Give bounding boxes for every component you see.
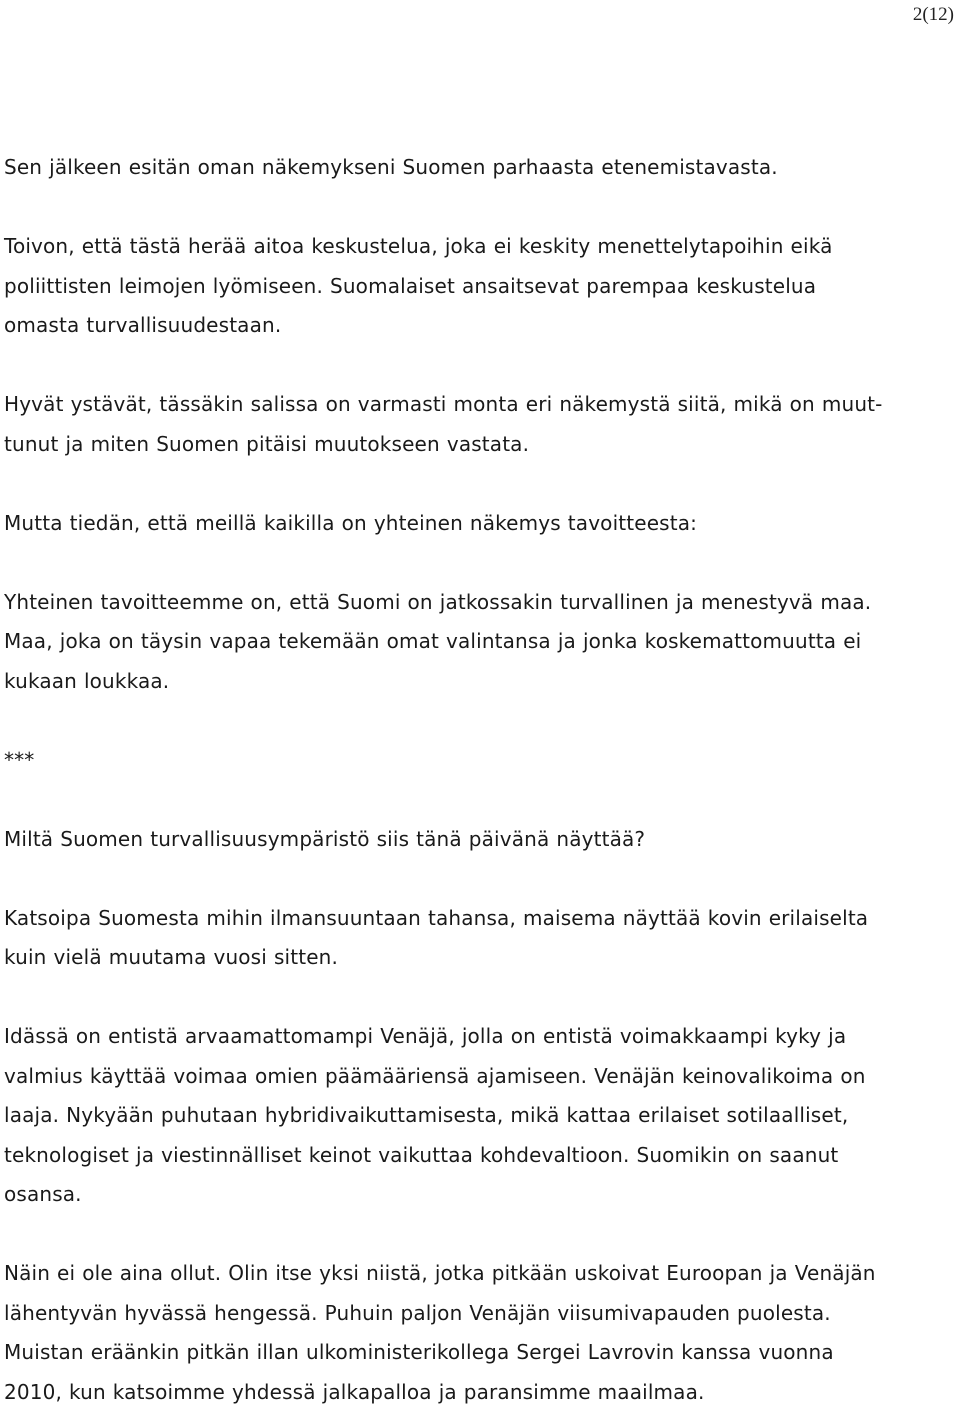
text-line: lähentyvän hyvässä hengessä. Puhuin paljon Venäjän viisumivapauden puolesta. (4, 1294, 956, 1334)
text-line: Toivon, että tästä herää aitoa keskustelua, joka ei keskity menettelytapoihin eikä (4, 227, 956, 267)
text-line: Maa, joka on täysin vapaa tekemään omat valintansa ja jonka koskemattomuutta ei (4, 622, 956, 662)
paragraph (4, 583, 956, 702)
paragraph (4, 385, 956, 464)
paragraph (4, 504, 956, 544)
text-line: Miltä Suomen turvallisuusympäristö siis tänä päivänä näyttää? (4, 820, 956, 860)
text-line: Hyvät ystävät, tässäkin salissa on varmasti monta eri näkemystä siitä, mikä on muut- (4, 385, 956, 425)
text-line: valmius käyttää voimaa omien päämääriensä ajamiseen. Venäjän keinovalikoima on (4, 1057, 956, 1097)
paragraph (4, 227, 956, 346)
text-line: kukaan loukkaa. (4, 662, 956, 702)
text-line: kuin vielä muutama vuosi sitten. (4, 938, 956, 978)
text-line: poliittisten leimojen lyömiseen. Suomalaiset ansaitsevat parempaa keskustelua (4, 267, 956, 307)
text-line: Idässä on entistä arvaamattomampi Venäjä, jolla on entistä voimakkaampi kyky ja (4, 1017, 956, 1057)
paragraph (4, 899, 956, 978)
page-number: 2(12) (913, 4, 954, 26)
text-line: osansa. (4, 1175, 956, 1215)
paragraph (4, 741, 956, 781)
text-line: omasta turvallisuudestaan. (4, 306, 956, 346)
paragraph (4, 1254, 956, 1412)
paragraph (4, 820, 956, 860)
paragraph (4, 148, 956, 188)
text-line: Mutta tiedän, että meillä kaikilla on yhteinen näkemys tavoitteesta: (4, 504, 956, 544)
text-line: laaja. Nykyään puhutaan hybridivaikuttamisesta, mikä kattaa erilaiset sotilaalliset, (4, 1096, 956, 1136)
paragraph (4, 1017, 956, 1215)
document-body (4, 148, 956, 1412)
text-line: *** (4, 741, 956, 781)
text-line: 2010, kun katsoimme yhdessä jalkapalloa ja paransimme maailmaa. (4, 1373, 956, 1412)
text-line: Näin ei ole aina ollut. Olin itse yksi niistä, jotka pitkään uskoivat Euroopan ja Venäjän (4, 1254, 956, 1294)
text-line: teknologiset ja viestinnälliset keinot vaikuttaa kohdevaltioon. Suomikin on saanut (4, 1136, 956, 1176)
text-line: Muistan eräänkin pitkän illan ulkoministerikollega Sergei Lavrovin kanssa vuonna (4, 1333, 956, 1373)
text-line: Yhteinen tavoitteemme on, että Suomi on jatkossakin turvallinen ja menestyvä maa. (4, 583, 956, 623)
text-line: Katsoipa Suomesta mihin ilmansuuntaan tahansa, maisema näyttää kovin erilaiselta (4, 899, 956, 939)
text-line: Sen jälkeen esitän oman näkemykseni Suomen parhaasta etenemistavasta. (4, 148, 956, 188)
text-line: tunut ja miten Suomen pitäisi muutokseen vastata. (4, 425, 956, 465)
